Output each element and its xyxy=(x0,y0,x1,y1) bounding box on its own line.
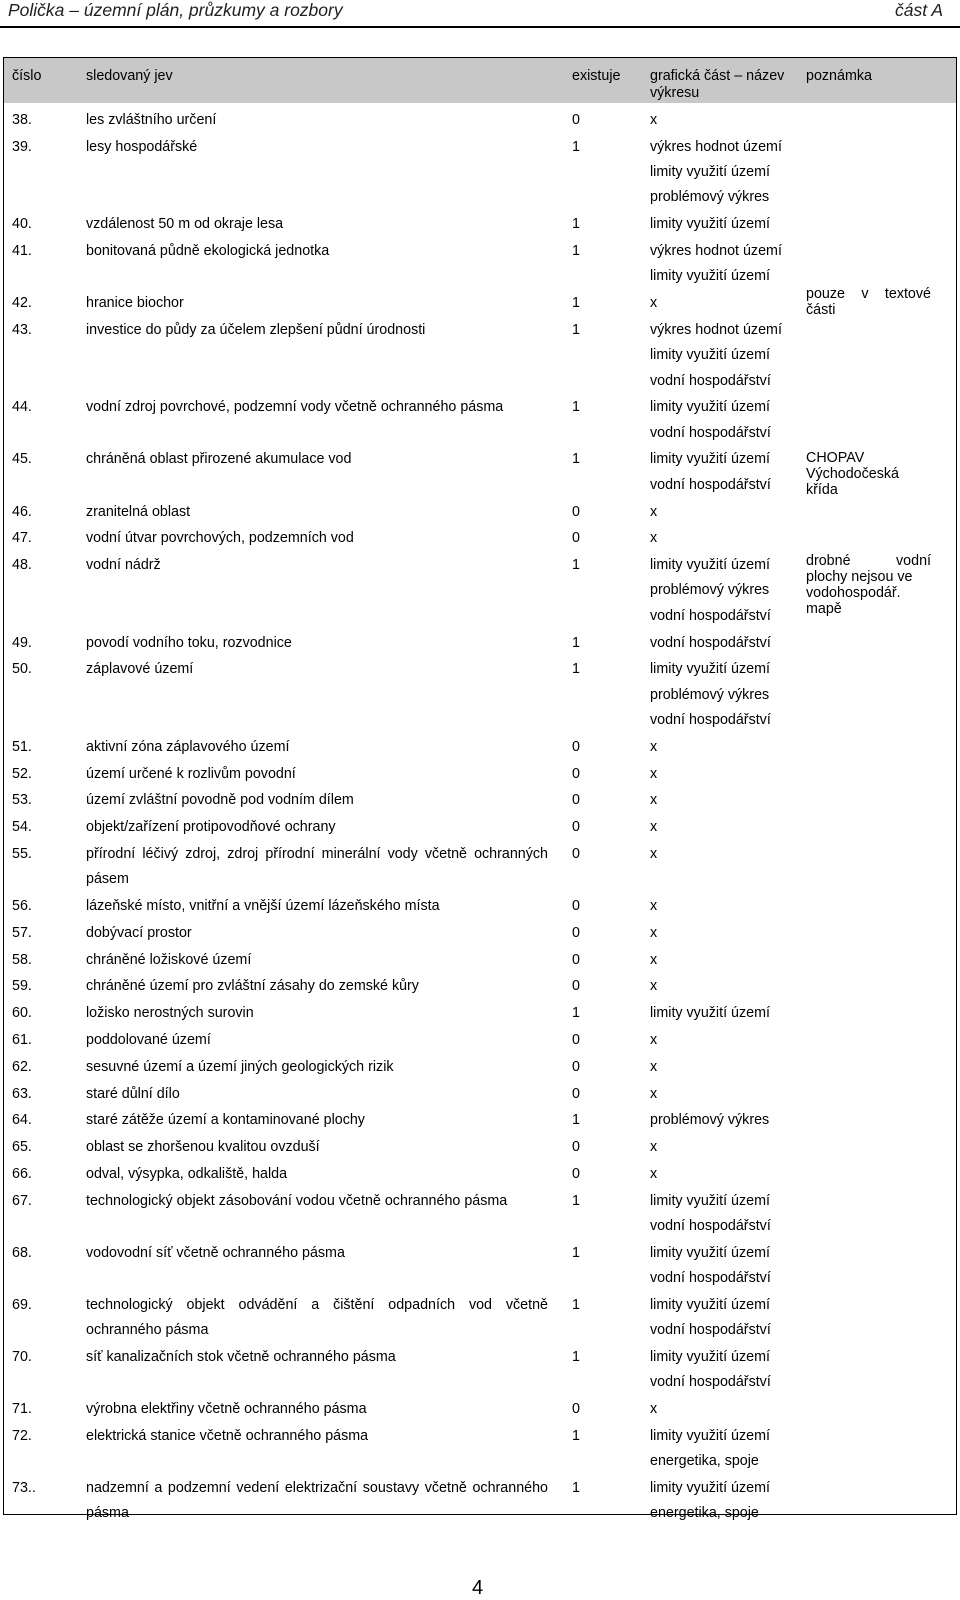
row-phenomenon: les zvláštního určení xyxy=(86,112,217,128)
row-number: 45. xyxy=(12,451,32,468)
row-phenomenon: vodní nádrž xyxy=(86,557,161,574)
row-exists: 0 xyxy=(572,978,580,995)
row-phenomenon: elektrická stanice včetně ochranného pásma xyxy=(86,1428,369,1444)
row-number: 69. xyxy=(12,1297,32,1313)
row-phenomenon: vodní útvar povrchových, podzemních vod xyxy=(86,530,354,547)
row-number: 47. xyxy=(12,530,32,547)
row-exists: 0 xyxy=(572,765,580,782)
row-exists: 1 xyxy=(572,1244,580,1261)
row-graphic-part: výkres hodnot území xyxy=(650,243,782,259)
row-graphic-part: problémový výkres xyxy=(650,189,770,206)
row-exists: 0 xyxy=(572,738,580,755)
row-graphic-part: x xyxy=(650,924,658,941)
row-graphic-part: x xyxy=(650,1166,658,1182)
row-number: 59. xyxy=(12,978,32,995)
col-header-exists: existuje xyxy=(572,68,621,84)
col-header-number: číslo xyxy=(12,68,42,84)
row-graphic-part: vodní hospodářství xyxy=(650,1322,771,1339)
row-phenomenon: přírodní léčivý zdroj, zdroj přírodní minerální vody včetně ochranných xyxy=(86,845,548,862)
row-exists: 1 xyxy=(572,1349,580,1366)
row-number: 54. xyxy=(12,819,32,836)
row-exists: 1 xyxy=(572,557,580,574)
row-number: 42. xyxy=(12,295,32,312)
row-phenomenon: chráněná oblast přirozené akumulace vod xyxy=(86,451,352,468)
row-exists: 1 xyxy=(572,1192,580,1209)
row-graphic-part: problémový výkres xyxy=(650,582,770,599)
row-graphic-part: x xyxy=(650,738,658,755)
row-graphic-part: vodní hospodářství xyxy=(650,607,771,624)
row-phenomenon: zranitelná oblast xyxy=(86,503,191,520)
document-part: část A xyxy=(895,0,943,20)
row-phenomenon: ochranného pásma xyxy=(86,1322,209,1339)
row-graphic-part: vodní hospodářství xyxy=(650,424,771,441)
row-graphic-part: x xyxy=(650,295,658,312)
row-exists: 0 xyxy=(572,112,580,128)
col-header-phenomenon: sledovaný jev xyxy=(86,68,173,84)
row-phenomenon: chráněné ložiskové území xyxy=(86,951,252,968)
row-exists: 0 xyxy=(572,898,580,914)
row-graphic-part: limity využití území xyxy=(650,451,770,468)
row-number: 41. xyxy=(12,243,32,259)
row-exists: 0 xyxy=(572,1139,580,1156)
row-exists: 0 xyxy=(572,1085,580,1102)
row-graphic-part: limity využití území xyxy=(650,399,770,416)
note-text: pouze v textové xyxy=(806,286,931,302)
row-number: 39. xyxy=(12,138,32,155)
col-header-graphic: grafická část – název xyxy=(650,68,785,84)
row-number: 52. xyxy=(12,765,32,782)
row-exists: 0 xyxy=(572,503,580,520)
row-exists: 0 xyxy=(572,1401,580,1418)
row-phenomenon: technologický objekt odvádění a čištění odpadních vod včetně xyxy=(86,1297,548,1313)
row-graphic-part: problémový výkres xyxy=(650,686,770,703)
row-graphic-part: limity využití území xyxy=(650,268,770,285)
row-graphic-part: energetika, spoje xyxy=(650,1505,759,1522)
note-text: vodohospodář. xyxy=(806,585,901,601)
row-number: 70. xyxy=(12,1349,32,1366)
row-exists: 1 xyxy=(572,451,580,468)
note-text: křída xyxy=(806,482,838,498)
row-graphic-part: limity využití území xyxy=(650,216,770,233)
row-phenomenon: technologický objekt zásobování vodou včetně ochranného pásma xyxy=(86,1192,508,1209)
document-title: Polička – územní plán, průzkumy a rozbory xyxy=(8,0,343,20)
row-number: 61. xyxy=(12,1032,32,1048)
row-phenomenon: staré důlní dílo xyxy=(86,1085,180,1102)
row-phenomenon: území zvláštní povodně pod vodním dílem xyxy=(86,792,354,809)
row-exists: 0 xyxy=(572,1166,580,1182)
row-number: 53. xyxy=(12,792,32,809)
row-graphic-part: limity využití území xyxy=(650,1005,770,1022)
row-exists: 1 xyxy=(572,661,580,678)
row-graphic-part: x xyxy=(650,792,658,809)
row-phenomenon: lázeňské místo, vnitřní a vnější území lázeňského místa xyxy=(86,898,440,914)
note-text: CHOPAV xyxy=(806,450,865,466)
row-number: 64. xyxy=(12,1112,32,1129)
row-exists: 0 xyxy=(572,924,580,941)
row-graphic-part: vodní hospodářství xyxy=(650,1374,771,1391)
row-graphic-part: x xyxy=(650,1058,658,1075)
row-graphic-part: x xyxy=(650,530,658,547)
note-text: Východočeská xyxy=(806,466,899,482)
row-phenomenon: výrobna elektřiny včetně ochranného pásma xyxy=(86,1401,367,1418)
row-number: 40. xyxy=(12,216,32,233)
row-number: 48. xyxy=(12,557,32,574)
row-number: 49. xyxy=(12,634,32,651)
row-phenomenon: pásem xyxy=(86,871,129,888)
page-number: 4 xyxy=(472,1577,484,1599)
row-number: 56. xyxy=(12,898,32,914)
row-phenomenon: vodní zdroj povrchové, podzemní vody včetně ochranného pásma xyxy=(86,399,504,416)
col-header-graphic-cont: výkresu xyxy=(650,85,700,101)
row-phenomenon: dobývací prostor xyxy=(86,924,192,941)
row-phenomenon: bonitovaná půdně ekologická jednotka xyxy=(86,243,330,259)
row-exists: 1 xyxy=(572,1005,580,1022)
row-phenomenon: odval, výsypka, odkaliště, halda xyxy=(86,1166,288,1182)
row-number: 46. xyxy=(12,503,32,520)
row-exists: 0 xyxy=(572,530,580,547)
row-number: 63. xyxy=(12,1085,32,1102)
row-exists: 1 xyxy=(572,634,580,651)
note-text: mapě xyxy=(806,601,842,617)
row-exists: 0 xyxy=(572,1058,580,1075)
row-graphic-part: problémový výkres xyxy=(650,1112,770,1129)
row-graphic-part: vodní hospodářství xyxy=(650,476,771,493)
row-graphic-part: vodní hospodářství xyxy=(650,1270,771,1287)
row-number: 58. xyxy=(12,951,32,968)
row-graphic-part: výkres hodnot území xyxy=(650,321,782,338)
row-number: 71. xyxy=(12,1401,32,1418)
row-graphic-part: x xyxy=(650,1401,658,1418)
row-graphic-part: x xyxy=(650,819,658,836)
header-rule xyxy=(0,26,960,28)
row-graphic-part: výkres hodnot území xyxy=(650,138,782,155)
row-exists: 0 xyxy=(572,1032,580,1048)
row-graphic-part: limity využití území xyxy=(650,1428,770,1444)
row-phenomenon: hranice biochor xyxy=(86,295,184,312)
row-number: 67. xyxy=(12,1192,32,1209)
row-phenomenon: záplavové území xyxy=(86,661,194,678)
row-number: 68. xyxy=(12,1244,32,1261)
row-number: 44. xyxy=(12,399,32,416)
row-phenomenon: objekt/zařízení protipovodňové ochrany xyxy=(86,819,336,836)
row-graphic-part: x xyxy=(650,1085,658,1102)
row-exists: 1 xyxy=(572,399,580,416)
row-phenomenon: chráněné území pro zvláštní zásahy do zemské kůry xyxy=(86,978,419,995)
row-graphic-part: x xyxy=(650,1139,658,1156)
row-exists: 0 xyxy=(572,951,580,968)
row-graphic-part: vodní hospodářství xyxy=(650,634,771,651)
row-exists: 1 xyxy=(572,1297,580,1313)
row-graphic-part: x xyxy=(650,951,658,968)
row-exists: 1 xyxy=(572,1480,580,1497)
row-graphic-part: limity využití území xyxy=(650,557,770,574)
row-phenomenon: povodí vodního toku, rozvodnice xyxy=(86,634,292,651)
row-number: 55. xyxy=(12,845,32,862)
row-phenomenon: lesy hospodářské xyxy=(86,138,198,155)
row-graphic-part: x xyxy=(650,898,658,914)
note-text: drobné vodní xyxy=(806,553,931,569)
row-number: 43. xyxy=(12,321,32,338)
row-phenomenon: oblast se zhoršenou kvalitou ovzduší xyxy=(86,1139,320,1156)
row-graphic-part: x xyxy=(650,845,658,862)
row-graphic-part: vodní hospodářství xyxy=(650,372,771,389)
row-exists: 0 xyxy=(572,819,580,836)
row-phenomenon: vodovodní síť včetně ochranného pásma xyxy=(86,1244,345,1261)
row-phenomenon: investice do půdy za účelem zlepšení půdní úrodnosti xyxy=(86,321,426,338)
row-exists: 1 xyxy=(572,321,580,338)
row-exists: 1 xyxy=(572,295,580,312)
col-header-note: poznámka xyxy=(806,68,872,84)
row-graphic-part: limity využití území xyxy=(650,1244,770,1261)
row-number: 50. xyxy=(12,661,32,678)
row-phenomenon: aktivní zóna záplavového území xyxy=(86,738,290,755)
row-exists: 1 xyxy=(572,243,580,259)
row-number: 57. xyxy=(12,924,32,941)
row-number: 60. xyxy=(12,1005,32,1022)
row-phenomenon: síť kanalizačních stok včetně ochranného pásma xyxy=(86,1349,396,1366)
row-graphic-part: x xyxy=(650,112,658,128)
row-phenomenon: staré zátěže území a kontaminované plochy xyxy=(86,1112,365,1129)
row-exists: 0 xyxy=(572,792,580,809)
row-phenomenon: ložisko nerostných surovin xyxy=(86,1005,254,1022)
row-exists: 1 xyxy=(572,216,580,233)
row-graphic-part: x xyxy=(650,978,658,995)
row-graphic-part: x xyxy=(650,765,658,782)
row-phenomenon: nadzemní a podzemní vedení elektrizační soustavy včetně ochranného xyxy=(86,1480,548,1497)
row-graphic-part: x xyxy=(650,1032,658,1048)
row-exists: 1 xyxy=(572,1428,580,1444)
row-graphic-part: vodní hospodářství xyxy=(650,711,771,728)
row-exists: 1 xyxy=(572,1112,580,1129)
row-graphic-part: limity využití území xyxy=(650,661,770,678)
row-number: 72. xyxy=(12,1428,32,1444)
row-graphic-part: limity využití území xyxy=(650,347,770,364)
note-text: části xyxy=(806,302,836,318)
row-phenomenon: vzdálenost 50 m od okraje lesa xyxy=(86,216,284,233)
row-number: 66. xyxy=(12,1166,32,1182)
row-number: 73.. xyxy=(12,1480,36,1497)
row-number: 51. xyxy=(12,738,32,755)
row-phenomenon: poddolované území xyxy=(86,1032,211,1048)
row-graphic-part: limity využití území xyxy=(650,1349,770,1366)
row-exists: 1 xyxy=(572,138,580,155)
row-graphic-part: limity využití území xyxy=(650,1480,770,1497)
row-graphic-part: limity využití území xyxy=(650,1297,770,1313)
row-phenomenon: pásma xyxy=(86,1505,129,1522)
note-text: plochy nejsou ve xyxy=(806,569,913,585)
row-number: 38. xyxy=(12,112,32,128)
row-number: 62. xyxy=(12,1058,32,1075)
row-number: 65. xyxy=(12,1139,32,1156)
row-graphic-part: vodní hospodářství xyxy=(650,1218,771,1235)
page-header xyxy=(0,0,960,24)
row-phenomenon: sesuvné území a území jiných geologických rizik xyxy=(86,1058,394,1075)
row-graphic-part: limity využití území xyxy=(650,164,770,181)
row-exists: 0 xyxy=(572,845,580,862)
row-graphic-part: limity využití území xyxy=(650,1192,770,1209)
row-graphic-part: x xyxy=(650,503,658,520)
row-graphic-part: energetika, spoje xyxy=(650,1453,759,1470)
row-phenomenon: území určené k rozlivům povodní xyxy=(86,765,296,782)
